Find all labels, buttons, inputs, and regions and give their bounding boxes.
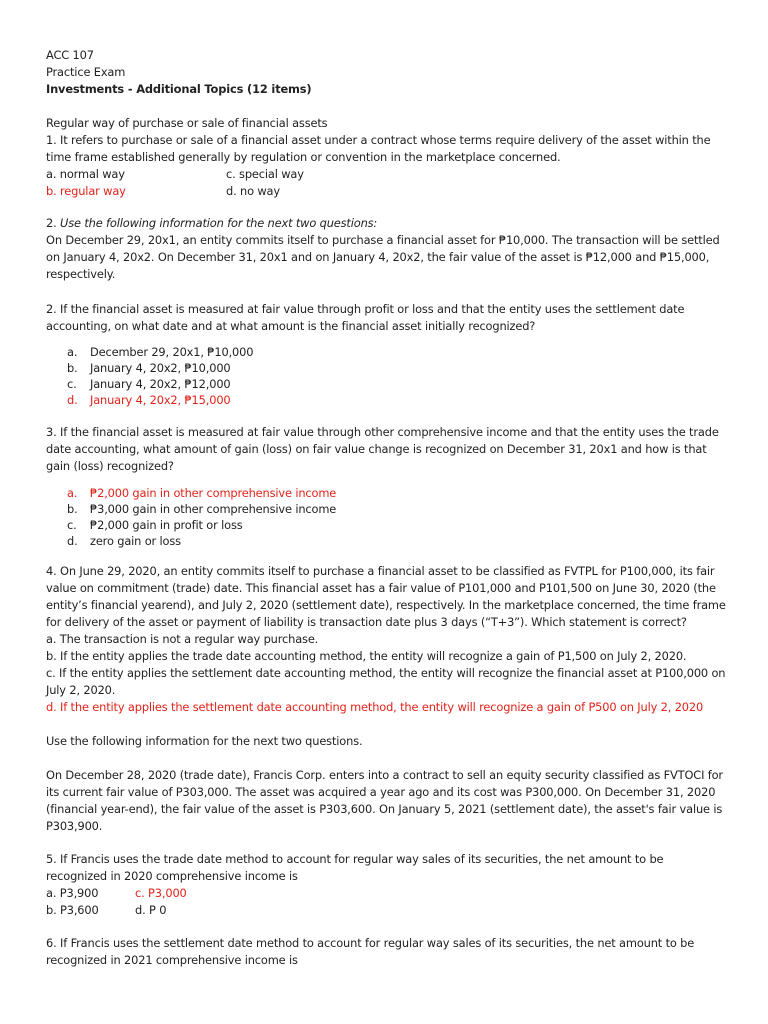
- option-letter: c.: [67, 518, 77, 532]
- q3-text-line3: gain (loss) recognized?: [46, 459, 174, 473]
- option-text: ₱2,000 gain in other comprehensive income: [90, 486, 337, 500]
- q1-option-a: a. normal way: [46, 167, 125, 181]
- q5-options-row1: [46, 885, 346, 902]
- q1-option-b-answer: b. regular way: [46, 184, 126, 198]
- exam-type: Practice Exam: [46, 65, 126, 79]
- info2-line3: (financial year-end), the fair value of the asset is P303,600. On January 5, 2021 (settlement date), the asset's fair value is: [46, 802, 723, 816]
- q2-option-b: [67, 360, 231, 377]
- info1-intro-italic: Use the following information for the next two questions:: [60, 216, 378, 230]
- option-letter: a.: [67, 486, 78, 500]
- info1-line2: on January 4, 20x2. On December 31, 20x1 and on January 4, 20x2, the fair value of the asset is ₱12,000 and ₱15,000,: [46, 250, 710, 264]
- q5-option-a: a. P3,900: [46, 886, 99, 900]
- q4-option-b: b. If the entity applies the trade date accounting method, the entity will recognize a gain of P1,500 on July 2, 2020.: [46, 649, 687, 663]
- option-letter: b.: [67, 502, 78, 516]
- option-letter: d.: [67, 534, 78, 548]
- q4-text-line4: for delivery of the asset or payment of liability is transaction date plus 3 days (“T+3”). Which statement is correct?: [46, 615, 687, 629]
- q2-option-d-answer: [67, 392, 231, 409]
- q1-option-d: d. no way: [226, 184, 280, 198]
- q3-option-d: [67, 533, 181, 550]
- info1-line1: On December 29, 20x1, an entity commits itself to purchase a financial asset for ₱10,000. The transaction will be settled: [46, 233, 720, 247]
- q4-option-a: a. The transaction is not a regular way purchase.: [46, 632, 319, 646]
- page-title: Investments - Additional Topics (12 items): [46, 82, 312, 96]
- option-text: January 4, 20x2, ₱10,000: [90, 361, 231, 375]
- option-text: ₱2,000 gain in profit or loss: [90, 518, 243, 532]
- option-text: December 29, 20x1, ₱10,000: [90, 345, 254, 359]
- q1-option-c: c. special way: [226, 167, 304, 181]
- q1-options-row2: [46, 183, 446, 200]
- course-code: ACC 107: [46, 48, 94, 62]
- q2-option-a: [67, 344, 253, 361]
- option-text: January 4, 20x2, ₱12,000: [90, 377, 231, 391]
- q6-text-line2: recognized in 2021 comprehensive income is: [46, 953, 298, 967]
- q3-text-line1: 3. If the financial asset is measured at fair value through other comprehensive income and that the entity uses the trade: [46, 425, 719, 439]
- option-letter: d.: [67, 393, 78, 407]
- q4-text-line1: 4. On June 29, 2020, an entity commits itself to purchase a financial asset to be classified as FVTPL for P100,000, its fair: [46, 564, 715, 578]
- q1-text-line1: 1. It refers to purchase or sale of a financial asset under a contract whose terms require delivery of the asset within the: [46, 133, 711, 147]
- q3-option-b: [67, 501, 336, 518]
- option-text: ₱3,000 gain in other comprehensive income: [90, 502, 337, 516]
- q1-text-line2: time frame established generally by regulation or convention in the marketplace concerned.: [46, 150, 561, 164]
- q2-option-c: [67, 376, 231, 393]
- q4-option-d-answer: d. If the entity applies the settlement date accounting method, the entity will recognize a gain of P500 on July 2, 2020: [46, 700, 704, 714]
- q2-text-line2: accounting, on what date and at what amount is the financial asset initially recognized?: [46, 319, 536, 333]
- info2-line1: On December 28, 2020 (trade date), Francis Corp. enters into a contract to sell an equity security classified as FVTOCI for: [46, 768, 723, 782]
- q5-text-line1: 5. If Francis uses the trade date method to account for regular way sales of its securities, the net amount to be: [46, 852, 664, 866]
- option-text: January 4, 20x2, ₱15,000: [90, 393, 231, 407]
- option-letter: a.: [67, 345, 78, 359]
- q4-option-c-line2: July 2, 2020.: [46, 683, 116, 697]
- info2-intro: Use the following information for the next two questions.: [46, 734, 363, 748]
- q5-options-row2: [46, 902, 346, 919]
- q1-options-row1: [46, 166, 446, 183]
- q5-option-b: b. P3,600: [46, 903, 99, 917]
- info1-line3: respectively.: [46, 267, 116, 281]
- info1-intro: [46, 215, 377, 232]
- q5-text-line2: recognized in 2020 comprehensive income is: [46, 869, 298, 883]
- q3-text-line2: date accounting, what amount of gain (loss) on fair value change is recognized on December 31, 20x1 and how is that: [46, 442, 707, 456]
- q5-option-c-answer: c. P3,000: [135, 886, 187, 900]
- q3-option-a-answer: [67, 485, 336, 502]
- option-text: zero gain or loss: [90, 534, 181, 548]
- q4-text-line3: entity’s financial yearend), and July 2, 2020 (settlement date), respectively. In the marketplace concerned, the time frame: [46, 598, 726, 612]
- q4-text-line2: value on commitment (trade) date. This financial asset has a fair value of P101,000 and P101,500 on June 30, 2020 (the: [46, 581, 716, 595]
- q5-option-d: d. P 0: [135, 903, 167, 917]
- section-heading: Regular way of purchase or sale of financial assets: [46, 116, 328, 130]
- option-letter: c.: [67, 377, 77, 391]
- q6-text-line1: 6. If Francis uses the settlement date method to account for regular way sales of its securities, the net amount to be: [46, 936, 695, 950]
- info1-intro-number: 2.: [46, 216, 61, 230]
- info2-line2: its current fair value of P303,000. The asset was acquired a year ago and its cost was P300,000. On December 31, 2020: [46, 785, 716, 799]
- q4-option-c-line1: c. If the entity applies the settlement date accounting method, the entity will recognize the financial asset at P100,000 on: [46, 666, 726, 680]
- option-letter: b.: [67, 361, 78, 375]
- q3-option-c: [67, 517, 243, 534]
- info2-line4: P303,900.: [46, 819, 103, 833]
- q2-text-line1: 2. If the financial asset is measured at fair value through profit or loss and that the entity uses the settlement date: [46, 302, 685, 316]
